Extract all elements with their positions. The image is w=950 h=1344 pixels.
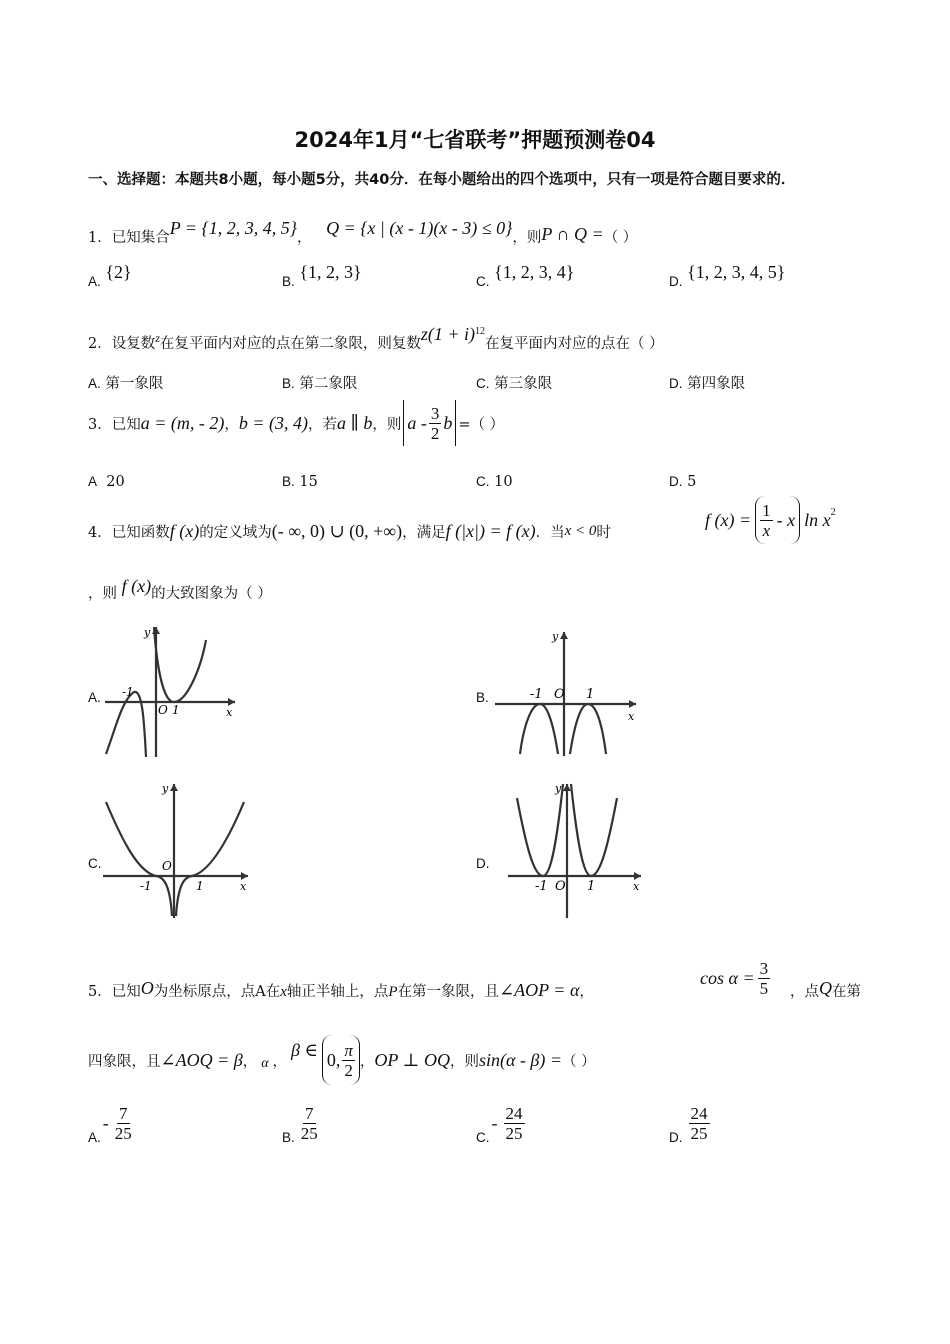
option-label: C.: [476, 376, 490, 391]
q2-option-a[interactable]: [88, 372, 163, 393]
option-label: C.: [476, 274, 490, 289]
q4-graph-a[interactable]: [100, 622, 240, 762]
q5-option-d[interactable]: [669, 1104, 710, 1143]
fraction-denominator: x: [762, 520, 771, 540]
question-4: [88, 508, 611, 554]
q2-tail: 在复平面内对应的点在（ ）: [485, 336, 664, 352]
q5-x: x: [280, 984, 287, 1000]
q4-option-b-label[interactable]: B.: [476, 690, 489, 705]
q1-sep: ，: [296, 230, 312, 246]
option-fraction: [301, 1104, 318, 1143]
q1-set-q: Q = {x | (x - 1)(x - 3) ≤ 0}: [326, 218, 513, 238]
q5-angle-aoq: ∠AOQ = β: [160, 1049, 243, 1070]
curve-left: [520, 704, 558, 754]
q5-lead: 5．已知: [88, 984, 141, 1000]
q4-option-c-label[interactable]: C.: [88, 856, 102, 871]
q3-lead: 3．已知: [88, 416, 141, 433]
q3-abs-left: a -: [407, 412, 427, 433]
fraction-numerator: 3: [759, 958, 769, 978]
q5-alpha: α: [261, 1056, 269, 1071]
tick-neg1: -1: [530, 687, 543, 702]
option-fraction: [689, 1104, 710, 1143]
option-label: B.: [282, 1130, 295, 1145]
q1-then: ，则: [512, 230, 542, 246]
q5-text1: 为坐标原点，点A在: [153, 984, 281, 1000]
x-axis-label: x: [628, 710, 635, 723]
q4-satisfy: ，满足: [402, 524, 446, 541]
q5-comma: ，: [579, 984, 594, 1000]
q5-text5: 在第: [832, 984, 861, 1000]
option-label: D.: [669, 1130, 683, 1145]
q5-text2: 轴正半轴上，点: [286, 984, 389, 1000]
x-axis-label: x: [240, 880, 247, 893]
q5-option-c[interactable]: [476, 1104, 525, 1143]
q1-option-c[interactable]: [476, 262, 575, 291]
q5-range-left: 0,: [326, 1049, 341, 1070]
q4-shi: 时: [596, 524, 611, 541]
curve-left: [517, 784, 563, 876]
q5-line2: [88, 1030, 596, 1090]
option-text: {1, 2, 3}: [299, 262, 362, 282]
q5-text3: 在第一象限，且: [397, 984, 500, 1000]
q3-sep: ，: [224, 416, 239, 433]
curve-right: [570, 704, 606, 754]
y-axis-label: y: [555, 782, 562, 795]
y-axis-label: y: [144, 626, 151, 639]
q1-option-d[interactable]: [669, 262, 786, 291]
q3-vector-a: a = (m, - 2): [140, 412, 225, 433]
tick-1: 1: [587, 879, 596, 894]
q4-graph-c[interactable]: [100, 780, 252, 920]
tick-neg1: -1: [535, 879, 548, 894]
option-text: 第四象限: [687, 376, 746, 392]
y-arrow: [560, 632, 568, 639]
q2-option-b[interactable]: [282, 372, 357, 393]
option-text: 20: [106, 474, 125, 490]
q4-formula-ln: ln x: [804, 509, 831, 530]
fraction-numerator: 1: [762, 500, 771, 520]
y-axis-label: y: [552, 630, 559, 643]
q3-fraction: [429, 404, 442, 443]
q4-formula-left: f (x) =: [705, 509, 752, 530]
q1-expr: P ∩ Q =: [541, 224, 604, 244]
q5-o: O: [140, 978, 154, 998]
q2-option-d[interactable]: [669, 372, 745, 393]
fraction-denominator: 25: [690, 1124, 708, 1143]
fraction-numerator: π: [344, 1040, 353, 1060]
tick-1: 1: [196, 879, 204, 893]
q5-beta-in: β ∈: [291, 1039, 318, 1060]
q4-lead: 4．已知函数: [88, 524, 170, 541]
q3-tail: =（ ）: [458, 416, 505, 433]
option-label: A.: [88, 274, 101, 289]
option-sign: -: [102, 1113, 109, 1133]
q4-option-d-label[interactable]: D.: [476, 856, 490, 871]
q1-set-p: P = {1, 2, 3, 4, 5}: [169, 218, 297, 238]
option-label: C.: [476, 474, 490, 489]
question-5: [88, 980, 594, 1001]
option-label: A.: [88, 376, 101, 391]
q3-if: ，若: [308, 416, 338, 433]
q4-fx: f (x): [169, 520, 200, 541]
curve-right: [154, 627, 206, 702]
origin-label: O: [554, 687, 565, 702]
question-1: [88, 218, 638, 247]
fraction-denominator: 2: [344, 1060, 353, 1080]
q4-formula: [705, 494, 836, 546]
origin-label: O: [158, 703, 168, 717]
fraction-numerator: 3: [430, 403, 440, 423]
option-text: {1, 2, 3, 4}: [494, 262, 575, 282]
q4-formula-exp: 2: [830, 506, 836, 518]
q2-z: z: [155, 331, 160, 345]
fraction-denominator: 25: [114, 1124, 132, 1143]
q2-lead: 2．设复数: [88, 336, 156, 352]
fraction-denominator: 25: [505, 1124, 523, 1143]
q4-formula-fraction: [760, 501, 773, 540]
option-label: B.: [282, 474, 295, 489]
option-text: {2}: [105, 262, 132, 282]
q1-option-b[interactable]: [282, 262, 362, 291]
q5-comma: ，: [359, 1053, 375, 1070]
q5-option-a[interactable]: [88, 1104, 132, 1143]
option-text: 第三象限: [494, 376, 553, 392]
q5-text4: ，点: [790, 984, 819, 1000]
q4-line2-tail: 的大致图象为（ ）: [151, 586, 272, 602]
q4-formula-mid: - x: [776, 509, 796, 530]
option-text: 第一象限: [105, 376, 164, 392]
option-label: C.: [476, 1130, 490, 1145]
q5-cos-fraction: [758, 959, 771, 998]
q5-comma: ，: [242, 1053, 258, 1070]
q3-option-a[interactable]: [88, 474, 125, 490]
option-label: D.: [669, 474, 683, 489]
q1-option-a[interactable]: [88, 262, 132, 291]
q5-then: ，则: [449, 1053, 479, 1070]
q5-sin-expr: sin(α - β) =: [478, 1049, 563, 1070]
x-arrow: [241, 872, 248, 880]
option-fraction: [504, 1104, 525, 1143]
section-heading: 一、选择题：本题共8小题，每小题5分，共40分．在每小题给出的四个选项中，只有一项是符合题目要求的．: [88, 172, 796, 188]
q3-option-c[interactable]: [476, 474, 513, 490]
q4-when: ．当: [535, 524, 565, 541]
fraction-numerator: 24: [505, 1104, 523, 1123]
option-sign: -: [491, 1113, 498, 1133]
q2-exp: 12: [475, 326, 486, 338]
fraction-denominator: 2: [430, 423, 440, 443]
q5-line2-a: 四象限，且: [88, 1053, 161, 1070]
curve-right: [571, 784, 617, 876]
fraction-denominator: 25: [300, 1124, 318, 1143]
option-text: 10: [494, 474, 513, 490]
option-label: A.: [88, 1130, 101, 1145]
x-arrow: [228, 698, 235, 706]
tick-1: 1: [586, 687, 595, 702]
option-text: 5: [687, 474, 697, 490]
option-label: B.: [282, 274, 295, 289]
q3-then: ，则: [372, 416, 402, 433]
tick-neg1: -1: [122, 685, 134, 699]
q3-abs-expr: [403, 400, 456, 446]
q5-paren: （ ）: [562, 1053, 596, 1070]
q3-vector-b: b = (3, 4): [238, 412, 309, 433]
q5-comma: ，: [272, 1053, 288, 1070]
x-arrow: [634, 872, 641, 880]
q3-option-b[interactable]: [282, 474, 318, 490]
q4-domain: (- ∞, 0) ∪ (0, +∞): [271, 520, 403, 541]
fraction-numerator: 7: [119, 1104, 128, 1123]
fraction-numerator: 7: [305, 1104, 314, 1123]
q4-line2-fx: f (x): [121, 576, 152, 596]
q4-line2-pre: ，则: [88, 586, 117, 602]
q5-range-fraction: [342, 1041, 355, 1080]
q4-graph-b[interactable]: [490, 628, 640, 760]
q1-paren: （ ）: [603, 230, 638, 246]
option-label: B.: [282, 376, 295, 391]
q5-range: [322, 1035, 360, 1085]
fraction-denominator: 5: [759, 978, 769, 998]
q4-formula-paren: [755, 496, 800, 544]
x-axis-label: x: [633, 880, 640, 893]
q5-q: Q: [819, 978, 832, 998]
curve-right: [176, 802, 244, 916]
q4-line2: [88, 576, 272, 603]
q3-option-d[interactable]: [669, 474, 696, 490]
option-label: D.: [669, 376, 683, 391]
q2-expr: z(1 + i): [420, 324, 476, 344]
option-label: D.: [669, 274, 683, 289]
q5-p: P: [388, 984, 398, 1000]
q4-option-a-label[interactable]: A.: [88, 690, 101, 705]
x-arrow: [629, 700, 636, 708]
q2-option-c[interactable]: [476, 372, 552, 393]
origin-label: O: [162, 859, 172, 873]
q5-cos: [700, 954, 770, 1002]
tick-1: 1: [172, 703, 180, 717]
q5-perp: OP ⊥ OQ: [374, 1049, 450, 1070]
origin-label: O: [555, 879, 566, 894]
q4-graph-d[interactable]: [505, 780, 645, 920]
tick-neg1: -1: [140, 879, 152, 893]
q4-condition: f (|x|) = f (x): [445, 520, 536, 541]
y-arrow: [563, 784, 571, 791]
q1-lead: 1．已知集合: [88, 230, 170, 246]
q5-line1-tail: [790, 980, 861, 1001]
x-axis-label: x: [226, 706, 233, 719]
option-label: A: [88, 474, 98, 489]
q4-xcond: x < 0: [564, 522, 597, 539]
question-3: [88, 398, 504, 448]
q3-parallel: a ∥ b: [337, 412, 373, 433]
fraction-numerator: 24: [690, 1104, 708, 1123]
question-2: [88, 324, 664, 353]
option-fraction: [115, 1104, 132, 1143]
y-axis-label: y: [162, 782, 169, 795]
q2-mid: 在复平面内对应的点在第二象限，则复数: [159, 336, 421, 352]
option-text: {1, 2, 3, 4, 5}: [687, 262, 786, 282]
option-text: 第二象限: [299, 376, 358, 392]
q4-domain-text: 的定义域为: [199, 524, 272, 541]
q3-abs-right: b: [443, 412, 453, 433]
y-arrow: [170, 784, 178, 791]
option-text: 15: [299, 474, 318, 490]
q5-angle-aop: ∠AOP = α: [499, 980, 580, 1000]
q5-cos-left: cos α =: [700, 967, 755, 988]
page-title: 2024年1月“七省联考”押题预测卷04: [294, 128, 656, 152]
q5-option-b[interactable]: [282, 1104, 318, 1143]
